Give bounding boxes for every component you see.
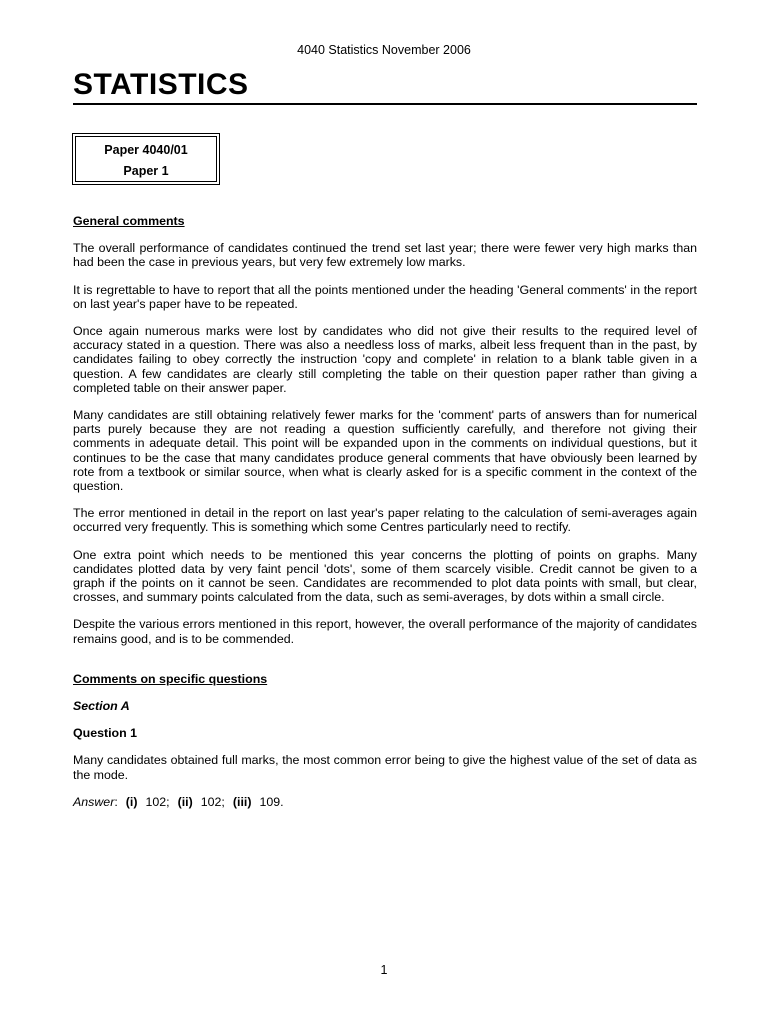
answer-line [73, 795, 697, 809]
answer-part-value: 102; [200, 794, 225, 809]
general-paragraph: Once again numerous marks were lost by candidates who did not give their results to the required level of accuracy stated in a question. There was also a needless loss of marks, albeit less frequent than in the past, by candidates failing to obey correctly the instruction 'copy and complete' in relation to a blank table given in a question. A few candidates are clearly still completing the table on their question paper rather than giving a completed table on their answer paper. [73, 324, 697, 395]
answer-label: Answer [73, 794, 115, 809]
general-paragraph: The error mentioned in detail in the report on last year's paper relating to the calculation of semi-averages again occurred very frequently. This is something which some Centres particularly need to rectify. [73, 506, 697, 535]
question-heading: Question 1 [73, 726, 138, 741]
general-paragraph: Many candidates are still obtaining relatively fewer marks for the 'comment' parts of answers than for numerical parts purely because they are not reading a question sufficiently carefully, and therefore not giving their comments in adequate detail. This point will be expanded upon in the comments on individual questions, but it continues to be the case that many candidates produce general comments that have obviously been learned by rote from a textbook or similar source, when what is clearly asked for is a specific comment in the context of the question. [73, 408, 697, 494]
general-comments-heading: General comments [73, 214, 185, 228]
answer-part-value: 102; [145, 794, 170, 809]
general-paragraph: One extra point which needs to be mentioned this year concerns the plotting of points on graphs. Many candidates plotted data by very faint pencil 'dots', some of them scarcely visible. Credit cannot be given to a graph if the points on it cannot be seen. Candidates are recommended to plot data points with small, but clear, crosses, and summary points calculated from the data, such as semi-averages, by dots within a small circle. [73, 547, 697, 605]
specific-comments-heading: Comments on specific questions [73, 671, 268, 686]
page-title: STATISTICS [73, 68, 249, 101]
paper-box [72, 133, 220, 185]
paper-number: Paper 1 [123, 164, 169, 178]
answer-part-label: (ii) [177, 794, 193, 809]
report-body [73, 214, 697, 809]
running-header: 4040 Statistics November 2006 [297, 43, 471, 57]
title-rule [73, 103, 697, 105]
answer-colon: : [114, 794, 118, 809]
general-paragraph: Despite the various errors mentioned in this report, however, the overall performance of the majority of candidates remains good, and is to be commended. [73, 617, 697, 646]
answer-part-label: (iii) [232, 794, 252, 809]
paper-code: Paper 4040/01 [104, 143, 188, 157]
spacer [73, 659, 697, 672]
section-heading: Section A [73, 699, 130, 714]
answer-part-label: (i) [125, 794, 138, 809]
general-paragraph: The overall performance of candidates continued the trend set last year; there were fewer very high marks than had been the case in previous years, but very few extremely low marks. [73, 241, 697, 270]
paper-box-inner [75, 136, 217, 182]
general-paragraph: It is regrettable to have to report that all the points mentioned under the heading 'General comments' in the report on last year's paper have to be repeated. [73, 282, 697, 311]
answer-part-value: 109. [259, 794, 284, 809]
page-number: 1 [380, 963, 388, 977]
question-paragraph: Many candidates obtained full marks, the most common error being to give the highest value of the set of data as the mode. [73, 753, 697, 782]
